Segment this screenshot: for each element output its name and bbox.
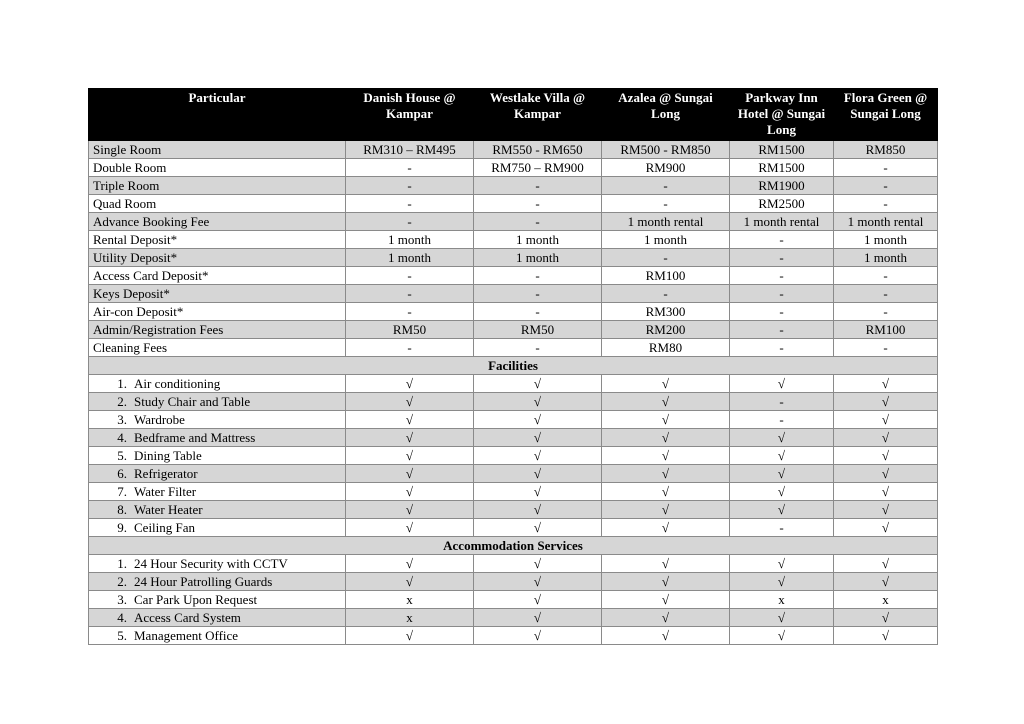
value-cell: √ xyxy=(346,519,474,537)
value-cell: - xyxy=(602,249,730,267)
value-cell: - xyxy=(346,339,474,357)
value-cell: √ xyxy=(602,591,730,609)
item-label: Dining Table xyxy=(134,448,202,463)
value-cell: √ xyxy=(834,555,938,573)
value-cell: 1 month xyxy=(346,231,474,249)
value-cell: √ xyxy=(474,627,602,645)
item-label: Water Heater xyxy=(134,502,203,517)
services-row xyxy=(89,591,938,609)
row-label: Utility Deposit* xyxy=(89,249,346,267)
value-cell: RM310 – RM495 xyxy=(346,141,474,159)
column-header-property: Parkway Inn Hotel @ Sungai Long xyxy=(730,89,834,141)
item-label: Wardrobe xyxy=(134,412,185,427)
facilities-row xyxy=(89,375,938,393)
value-cell: √ xyxy=(346,447,474,465)
section-title: Facilities xyxy=(89,357,938,375)
facilities-section-header xyxy=(89,357,938,375)
value-cell: √ xyxy=(834,393,938,411)
fee-row xyxy=(89,159,938,177)
value-cell: x xyxy=(730,591,834,609)
value-cell: √ xyxy=(834,447,938,465)
value-cell: - xyxy=(730,411,834,429)
row-label xyxy=(89,573,346,591)
value-cell: - xyxy=(730,519,834,537)
value-cell: - xyxy=(346,213,474,231)
value-cell: RM550 - RM650 xyxy=(474,141,602,159)
header-row xyxy=(89,89,938,141)
value-cell: 1 month xyxy=(346,249,474,267)
accommodation-comparison-sheet xyxy=(88,88,937,645)
row-label xyxy=(89,429,346,447)
value-cell: x xyxy=(346,609,474,627)
value-cell: √ xyxy=(602,447,730,465)
column-header-particular: Particular xyxy=(89,89,346,141)
value-cell: - xyxy=(730,285,834,303)
column-header-property: Danish House @ Kampar xyxy=(346,89,474,141)
item-label: Ceiling Fan xyxy=(134,520,196,535)
value-cell: RM2500 xyxy=(730,195,834,213)
value-cell: √ xyxy=(346,555,474,573)
value-cell: 1 month rental xyxy=(730,213,834,231)
services-row xyxy=(89,573,938,591)
value-cell: √ xyxy=(346,627,474,645)
services-row xyxy=(89,627,938,645)
value-cell: √ xyxy=(602,627,730,645)
value-cell: √ xyxy=(834,411,938,429)
value-cell: √ xyxy=(730,609,834,627)
facilities-row xyxy=(89,519,938,537)
value-cell: 1 month xyxy=(834,231,938,249)
value-cell: 1 month xyxy=(602,231,730,249)
row-label: Air-con Deposit* xyxy=(89,303,346,321)
value-cell: - xyxy=(730,393,834,411)
value-cell: - xyxy=(346,285,474,303)
value-cell: - xyxy=(474,339,602,357)
value-cell: - xyxy=(834,339,938,357)
value-cell: √ xyxy=(346,411,474,429)
facilities-row xyxy=(89,447,938,465)
value-cell: √ xyxy=(730,627,834,645)
value-cell: RM1500 xyxy=(730,141,834,159)
row-label: Access Card Deposit* xyxy=(89,267,346,285)
value-cell: √ xyxy=(602,501,730,519)
value-cell: RM200 xyxy=(602,321,730,339)
value-cell: √ xyxy=(602,555,730,573)
value-cell: RM50 xyxy=(474,321,602,339)
value-cell: √ xyxy=(730,573,834,591)
item-number: 3. xyxy=(117,592,127,607)
item-number: 4. xyxy=(117,430,127,445)
value-cell: RM50 xyxy=(346,321,474,339)
value-cell: √ xyxy=(834,573,938,591)
section-title: Accommodation Services xyxy=(89,537,938,555)
value-cell: - xyxy=(730,231,834,249)
item-label: Car Park Upon Request xyxy=(134,592,258,607)
value-cell: - xyxy=(730,267,834,285)
row-label: Keys Deposit* xyxy=(89,285,346,303)
value-cell: √ xyxy=(602,519,730,537)
table-body xyxy=(89,141,938,645)
value-cell: x xyxy=(834,591,938,609)
value-cell: 1 month rental xyxy=(602,213,730,231)
row-label xyxy=(89,591,346,609)
value-cell: √ xyxy=(834,429,938,447)
fee-row xyxy=(89,141,938,159)
value-cell: RM100 xyxy=(602,267,730,285)
value-cell: - xyxy=(602,285,730,303)
item-number: 8. xyxy=(117,502,127,517)
value-cell: √ xyxy=(474,465,602,483)
services-row xyxy=(89,555,938,573)
row-label xyxy=(89,627,346,645)
value-cell: √ xyxy=(730,465,834,483)
value-cell: √ xyxy=(730,375,834,393)
item-label: Air conditioning xyxy=(134,376,221,391)
value-cell: √ xyxy=(602,609,730,627)
value-cell: √ xyxy=(834,627,938,645)
value-cell: - xyxy=(834,159,938,177)
column-header-property: Azalea @ Sungai Long xyxy=(602,89,730,141)
value-cell: √ xyxy=(474,393,602,411)
fee-row xyxy=(89,285,938,303)
value-cell: √ xyxy=(474,375,602,393)
value-cell: - xyxy=(730,321,834,339)
value-cell: √ xyxy=(834,501,938,519)
row-label: Double Room xyxy=(89,159,346,177)
item-label: Access Card System xyxy=(134,610,241,625)
value-cell: √ xyxy=(346,393,474,411)
value-cell: √ xyxy=(602,465,730,483)
value-cell: RM300 xyxy=(602,303,730,321)
value-cell: √ xyxy=(730,429,834,447)
value-cell: √ xyxy=(474,519,602,537)
value-cell: √ xyxy=(602,393,730,411)
value-cell: - xyxy=(834,177,938,195)
services-section-header xyxy=(89,537,938,555)
value-cell: 1 month xyxy=(474,249,602,267)
value-cell: √ xyxy=(474,411,602,429)
row-label: Cleaning Fees xyxy=(89,339,346,357)
value-cell: √ xyxy=(474,429,602,447)
value-cell: RM80 xyxy=(602,339,730,357)
value-cell: - xyxy=(834,195,938,213)
value-cell: √ xyxy=(474,555,602,573)
value-cell: √ xyxy=(474,591,602,609)
column-header-property: Westlake Villa @ Kampar xyxy=(474,89,602,141)
value-cell: - xyxy=(346,195,474,213)
value-cell: √ xyxy=(474,447,602,465)
item-label: Refrigerator xyxy=(134,466,198,481)
value-cell: RM900 xyxy=(602,159,730,177)
value-cell: √ xyxy=(834,609,938,627)
value-cell: - xyxy=(730,249,834,267)
facilities-row xyxy=(89,501,938,519)
value-cell: - xyxy=(474,177,602,195)
fee-row xyxy=(89,177,938,195)
row-label xyxy=(89,411,346,429)
value-cell: x xyxy=(346,591,474,609)
item-label: Study Chair and Table xyxy=(134,394,251,409)
row-label xyxy=(89,393,346,411)
item-number: 4. xyxy=(117,610,127,625)
value-cell: √ xyxy=(730,447,834,465)
value-cell: - xyxy=(834,285,938,303)
row-label xyxy=(89,483,346,501)
facilities-row xyxy=(89,465,938,483)
accommodation-table xyxy=(88,88,938,645)
fee-row xyxy=(89,339,938,357)
fee-row xyxy=(89,321,938,339)
value-cell: √ xyxy=(834,483,938,501)
item-number: 6. xyxy=(117,466,127,481)
item-number: 2. xyxy=(117,394,127,409)
value-cell: - xyxy=(474,303,602,321)
fee-row xyxy=(89,267,938,285)
value-cell: √ xyxy=(834,375,938,393)
value-cell: √ xyxy=(474,609,602,627)
item-label: Management Office xyxy=(134,628,239,643)
value-cell: √ xyxy=(346,429,474,447)
value-cell: - xyxy=(834,303,938,321)
item-label: 24 Hour Patrolling Guards xyxy=(134,574,273,589)
value-cell: √ xyxy=(602,429,730,447)
value-cell: √ xyxy=(346,483,474,501)
value-cell: RM1500 xyxy=(730,159,834,177)
value-cell: - xyxy=(346,267,474,285)
value-cell: - xyxy=(834,267,938,285)
row-label: Quad Room xyxy=(89,195,346,213)
value-cell: RM750 – RM900 xyxy=(474,159,602,177)
value-cell: √ xyxy=(346,465,474,483)
value-cell: √ xyxy=(346,501,474,519)
item-number: 1. xyxy=(117,376,127,391)
item-label: Water Filter xyxy=(134,484,197,499)
value-cell: √ xyxy=(730,483,834,501)
value-cell: - xyxy=(730,339,834,357)
row-label xyxy=(89,501,346,519)
value-cell: √ xyxy=(602,483,730,501)
value-cell: √ xyxy=(346,375,474,393)
value-cell: RM850 xyxy=(834,141,938,159)
value-cell: - xyxy=(346,159,474,177)
value-cell: √ xyxy=(474,501,602,519)
fee-row xyxy=(89,213,938,231)
value-cell: - xyxy=(474,213,602,231)
value-cell: √ xyxy=(730,501,834,519)
facilities-row xyxy=(89,393,938,411)
value-cell: - xyxy=(474,267,602,285)
value-cell: - xyxy=(474,285,602,303)
row-label xyxy=(89,465,346,483)
row-label xyxy=(89,555,346,573)
fee-row xyxy=(89,231,938,249)
item-number: 1. xyxy=(117,556,127,571)
value-cell: - xyxy=(602,177,730,195)
row-label xyxy=(89,375,346,393)
item-number: 3. xyxy=(117,412,127,427)
column-header-property: Flora Green @ Sungai Long xyxy=(834,89,938,141)
value-cell: √ xyxy=(602,375,730,393)
value-cell: - xyxy=(346,177,474,195)
fee-row xyxy=(89,303,938,321)
value-cell: √ xyxy=(834,519,938,537)
value-cell: √ xyxy=(730,555,834,573)
value-cell: - xyxy=(474,195,602,213)
row-label: Admin/Registration Fees xyxy=(89,321,346,339)
item-number: 5. xyxy=(117,448,127,463)
fee-row xyxy=(89,195,938,213)
item-number: 2. xyxy=(117,574,127,589)
value-cell: RM500 - RM850 xyxy=(602,141,730,159)
value-cell: √ xyxy=(834,465,938,483)
item-number: 5. xyxy=(117,628,127,643)
value-cell: RM1900 xyxy=(730,177,834,195)
item-label: Bedframe and Mattress xyxy=(134,430,256,445)
row-label: Single Room xyxy=(89,141,346,159)
row-label: Rental Deposit* xyxy=(89,231,346,249)
row-label xyxy=(89,609,346,627)
row-label: Advance Booking Fee xyxy=(89,213,346,231)
facilities-row xyxy=(89,429,938,447)
value-cell: 1 month rental xyxy=(834,213,938,231)
fee-row xyxy=(89,249,938,267)
value-cell: √ xyxy=(602,573,730,591)
value-cell: √ xyxy=(602,411,730,429)
services-row xyxy=(89,609,938,627)
value-cell: √ xyxy=(474,483,602,501)
item-number: 7. xyxy=(117,484,127,499)
facilities-row xyxy=(89,411,938,429)
value-cell: √ xyxy=(346,573,474,591)
value-cell: √ xyxy=(474,573,602,591)
value-cell: RM100 xyxy=(834,321,938,339)
row-label xyxy=(89,519,346,537)
facilities-row xyxy=(89,483,938,501)
value-cell: 1 month xyxy=(834,249,938,267)
value-cell: 1 month xyxy=(474,231,602,249)
row-label: Triple Room xyxy=(89,177,346,195)
value-cell: - xyxy=(346,303,474,321)
value-cell: - xyxy=(602,195,730,213)
item-label: 24 Hour Security with CCTV xyxy=(134,556,288,571)
item-number: 9. xyxy=(117,520,127,535)
row-label xyxy=(89,447,346,465)
value-cell: - xyxy=(730,303,834,321)
